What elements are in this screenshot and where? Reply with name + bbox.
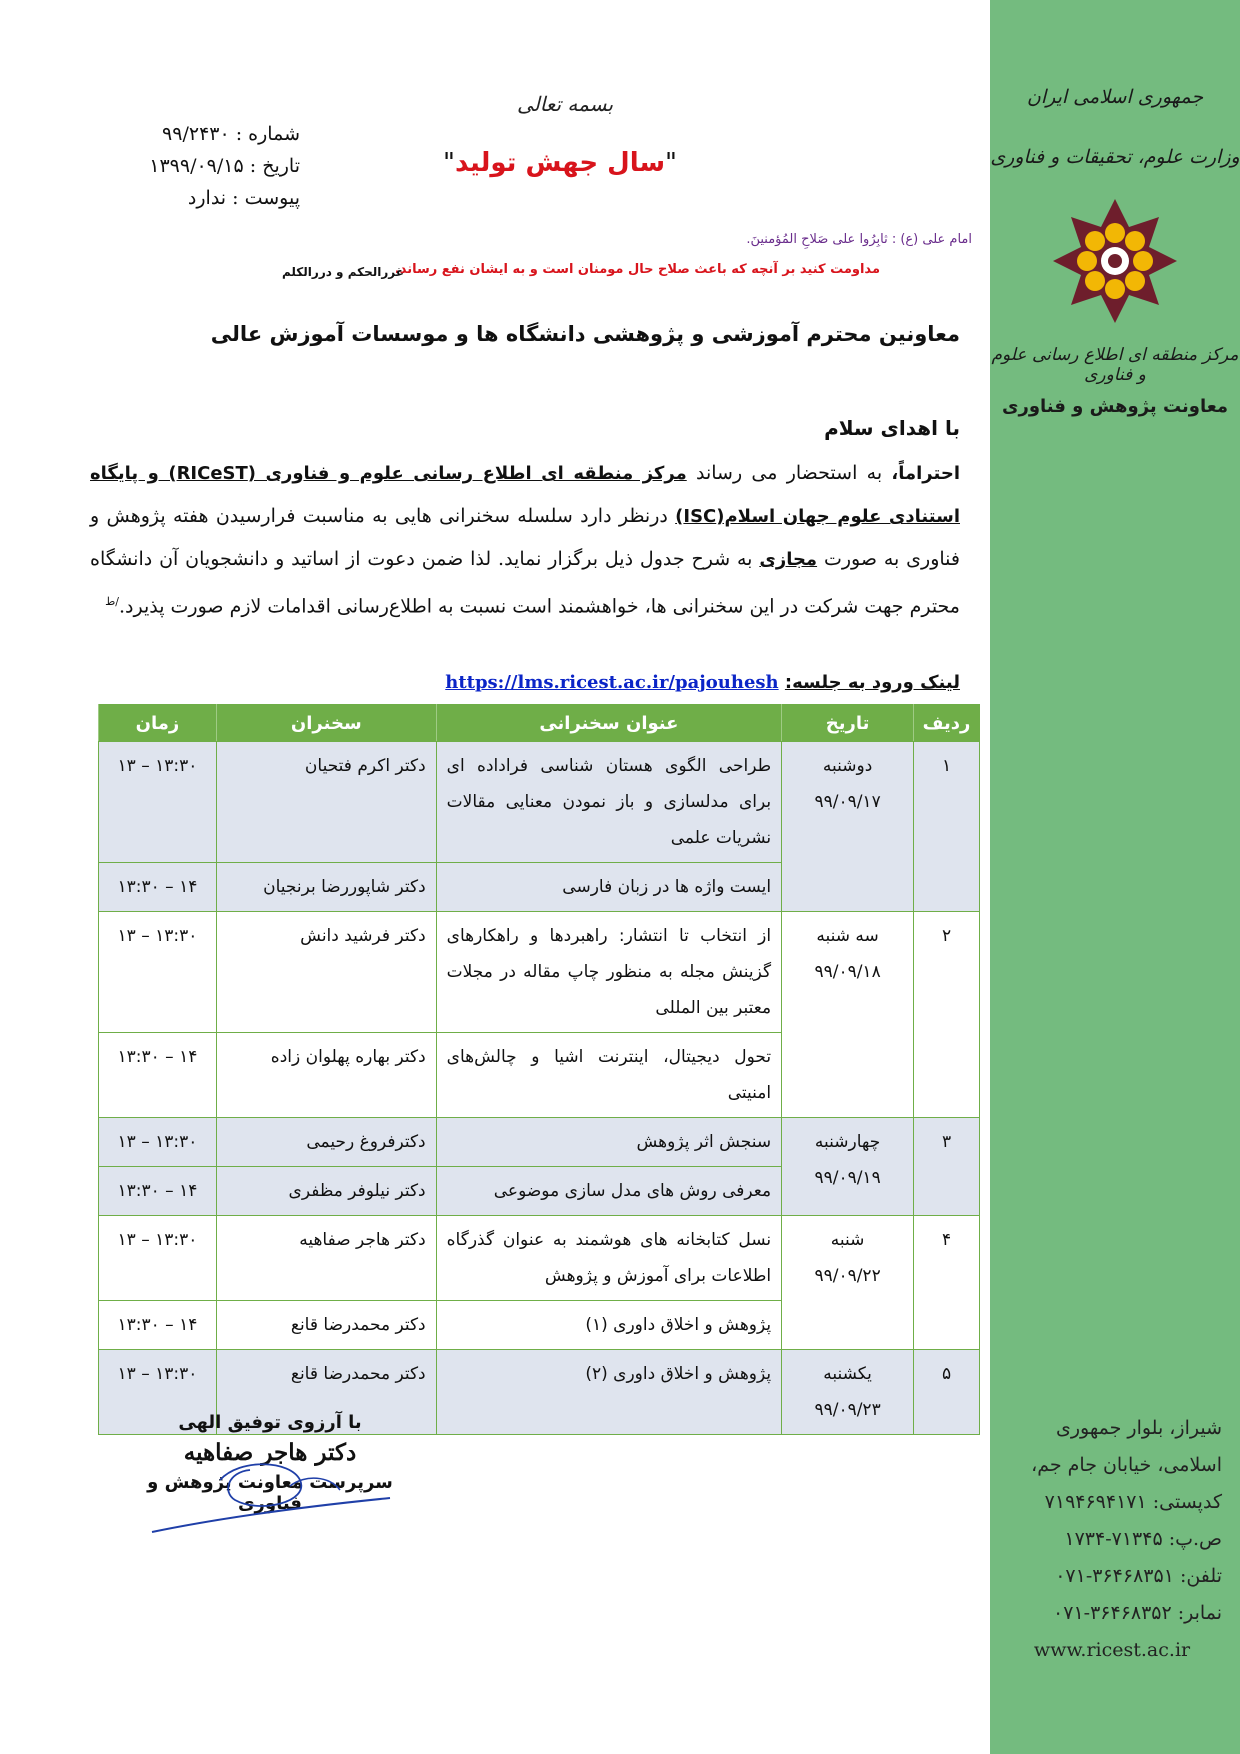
time-value: ۱۳ – ۱۳:۳۰ — [117, 1132, 198, 1152]
speaker: دکتر بهاره پهلوان زاده — [216, 1033, 436, 1118]
vice-presidency-name: معاونت پژوهش و فناوری — [1001, 396, 1229, 417]
talk-title: معرفی روش های مدل سازی موضوعی — [436, 1167, 781, 1216]
website: www.ricest.ac.ir — [1033, 1639, 1191, 1661]
meeting-link[interactable]: https://lms.ricest.ac.ir/pajouhesh — [445, 672, 779, 693]
column-header: عنوان سخنرانی — [436, 705, 781, 742]
session-day: شنبه — [830, 1230, 865, 1250]
attachment-row — [149, 182, 300, 214]
session-day: دوشنبه — [822, 756, 873, 776]
letter-meta — [149, 118, 300, 214]
talk-time — [99, 1167, 217, 1216]
row-number: ۴ — [914, 1216, 980, 1350]
session-date-value: ۹۹/۰۹/۲۲ — [814, 1266, 881, 1286]
talk-time — [99, 1301, 217, 1350]
talk-title: نسل کتابخانه های هوشمند به عنوان گذرگاه اطلاعات برای آموزش و پژوهش — [436, 1216, 781, 1301]
recipient: معاونین محترم آموزشی و پژوهشی دانشگاه ها و موسسات آموزش عالی — [210, 322, 960, 346]
row-number: ۱ — [914, 742, 980, 912]
year-slogan-text: سال جهش تولید — [454, 148, 666, 178]
talk-title: ایست واژه ها در زبان فارسی — [436, 863, 781, 912]
signer-name: دکتر هاجر صفاهیه — [183, 1439, 357, 1466]
session-date-value: ۹۹/۰۹/۱۷ — [814, 792, 881, 812]
talk-time — [99, 1216, 217, 1301]
session-day: چهارشنبه — [814, 1132, 881, 1152]
date-value: ۱۳۹۹/۰۹/۱۵ — [149, 155, 244, 177]
talk-title: پژوهش و اخلاق داوری (۱) — [436, 1301, 781, 1350]
speaker: دکتر محمدرضا قانع — [216, 1301, 436, 1350]
talk-time — [99, 1118, 217, 1167]
session-day: سه شنبه — [816, 926, 879, 946]
column-header: زمان — [99, 705, 217, 742]
letterhead-sidebar — [990, 0, 1240, 1754]
time-value: ۱۳:۳۰ – ۱۴ — [117, 1181, 198, 1201]
time-value: ۱۳ – ۱۳:۳۰ — [117, 1230, 198, 1250]
phone: تلفن: ۳۶۴۶۸۳۵۱-۰۷۱ — [1055, 1565, 1222, 1587]
address-block — [1002, 1410, 1222, 1669]
po-box: ص.پ: ۷۱۳۴۵-۱۷۳۴ — [1064, 1528, 1222, 1550]
ministry-line-1: جمهوری اسلامی ایران — [1026, 86, 1204, 108]
talk-time — [99, 742, 217, 863]
session-date-value: ۹۹/۰۹/۱۹ — [814, 1168, 881, 1188]
talk-title: پژوهش و اخلاق داوری (۲) — [436, 1350, 781, 1435]
session-day: یکشنبه — [823, 1364, 872, 1384]
session-date — [782, 1118, 914, 1216]
column-header: سخنران — [216, 705, 436, 742]
closing-line: با آرزوی توفیق الهی — [178, 1412, 362, 1433]
time-value: ۱۳:۳۰ – ۱۴ — [117, 877, 198, 897]
postal-code: کدپستی: ۷۱۹۴۶۹۴۱۷۱ — [1044, 1491, 1222, 1513]
attachment-value: ندارد — [187, 187, 227, 209]
time-value: ۱۳ – ۱۳:۳۰ — [117, 756, 198, 776]
date-label: تاریخ : — [249, 155, 300, 177]
table-header-row — [99, 705, 980, 742]
imam-quote: امام علی (ع) : ثابِرُوا علی صَلاحِ المُؤمنینَ. — [746, 232, 972, 247]
speaker: دکتر محمدرضا قانع — [216, 1350, 436, 1435]
handwritten-signature-icon — [140, 1450, 420, 1540]
speaker: دکتر نیلوفر مظفری — [216, 1167, 436, 1216]
table-row — [99, 742, 980, 863]
column-header: ردیف — [914, 705, 980, 742]
table-row — [99, 912, 980, 1033]
attachment-label: پیوست : — [232, 187, 300, 209]
letter-body — [90, 452, 960, 627]
session-date — [782, 912, 914, 1118]
signer-title: سرپرست معاونت پژوهش و فناوری — [147, 1472, 393, 1514]
talk-time — [99, 863, 217, 912]
talk-title: طراحی الگوی هستان شناسی فراداده ای برای مدلسازی و باز نمودن معنایی مقالات نشریات علمی — [436, 742, 781, 863]
speaker: دکتر فرشید دانش — [216, 912, 436, 1033]
session-date — [782, 1216, 914, 1350]
fax: نمابر: ۳۶۴۶۸۳۵۲-۰۷۱ — [1053, 1602, 1222, 1624]
lecture-schedule-table — [98, 704, 980, 1435]
meeting-link-line — [445, 672, 960, 693]
session-date-value: ۹۹/۰۹/۲۳ — [814, 1400, 881, 1420]
session-date-value: ۹۹/۰۹/۱۸ — [814, 962, 881, 982]
talk-time — [99, 912, 217, 1033]
bismillah: بسمه تعالی — [516, 92, 614, 116]
talk-title: تحول دیجیتال، اینترنت اشیا و چالش‌های امنیتی — [436, 1033, 781, 1118]
session-date — [782, 742, 914, 912]
center-name: مرکز منطقه ای اطلاع رسانی علوم و فناوری — [991, 345, 1239, 385]
row-number: ۵ — [914, 1350, 980, 1435]
address-line: اسلامی، خیابان جام جم، — [1031, 1454, 1222, 1476]
number-label: شماره : — [235, 123, 300, 145]
speaker: دکتر هاجر صفاهیه — [216, 1216, 436, 1301]
time-value: ۱۳:۳۰ – ۱۴ — [117, 1047, 198, 1067]
speaker: دکترفروغ رحیمی — [216, 1118, 436, 1167]
ricest-logo-icon — [1050, 196, 1180, 326]
row-number: ۲ — [914, 912, 980, 1118]
body-text: درنظر دارد سلسله سخنرانی هایی به مناسبت فرارسیدن هفته پژوهش و فناوری به صورت — [90, 505, 960, 570]
speaker: دکتر اکرم فتحیان — [216, 742, 436, 863]
ministry-line-2: وزارت علوم، تحقیقات و فناوری — [990, 146, 1240, 168]
column-header: تاریخ — [782, 705, 914, 742]
speaker: دکتر شاپوررضا برنجیان — [216, 863, 436, 912]
address-line: شیراز، بلوار جمهوری — [1056, 1417, 1222, 1439]
talk-time — [99, 1033, 217, 1118]
table-row — [99, 1216, 980, 1301]
body-mark: /ط — [105, 595, 119, 608]
time-value: ۱۳ – ۱۳:۳۰ — [117, 1364, 198, 1384]
row-number: ۳ — [914, 1118, 980, 1216]
table-row — [99, 1118, 980, 1167]
greeting: با اهدای سلام — [824, 416, 960, 440]
letter-date-row — [149, 150, 300, 182]
meeting-link-label: لینک ورود به جلسه: — [784, 672, 960, 693]
time-value: ۱۳:۳۰ – ۱۴ — [117, 1315, 198, 1335]
time-value: ۱۳ – ۱۳:۳۰ — [117, 926, 198, 946]
letter-number-row — [149, 118, 300, 150]
body-text: به شرح جدول ذیل برگزار نماید. لذا ضمن دعوت از اساتید و دانشجویان آن دانشگاه محترم جهت شرکت در این سخنرانی ها، خواهشمند است نسبت به اطلاع‌رسانی اقدامات لازم صورت پذیرد. — [90, 548, 960, 618]
virtual-word: مجازی — [759, 549, 818, 570]
body-text: به استحضار می رساند — [686, 462, 892, 484]
quote-source: غررالحکم و دررالکلم — [282, 265, 404, 279]
respect-word: احتراماً، — [891, 463, 960, 484]
center-reference: مرکز منطقه ای اطلاع رسانی علوم و فناوری (RICeST) و پایگاه استنادی علوم جهان اسلام(ISC) — [90, 463, 960, 527]
year-slogan: "سال جهش تولید" — [442, 148, 678, 178]
quote-translation: مداومت کنید بر آنچه که باعث صلاح حال مومنان است و به ایشان نفع رساند. — [394, 262, 880, 277]
talk-title: سنجش اثر پژوهش — [436, 1118, 781, 1167]
talk-title: از انتخاب تا انتشار: راهبردها و راهکارهای گزینش مجله به منظور چاپ مقاله در مجلات معتبر بین المللی — [436, 912, 781, 1033]
session-date — [782, 1350, 914, 1435]
number-value: ۹۹/۲۴۳۰ — [162, 123, 230, 145]
